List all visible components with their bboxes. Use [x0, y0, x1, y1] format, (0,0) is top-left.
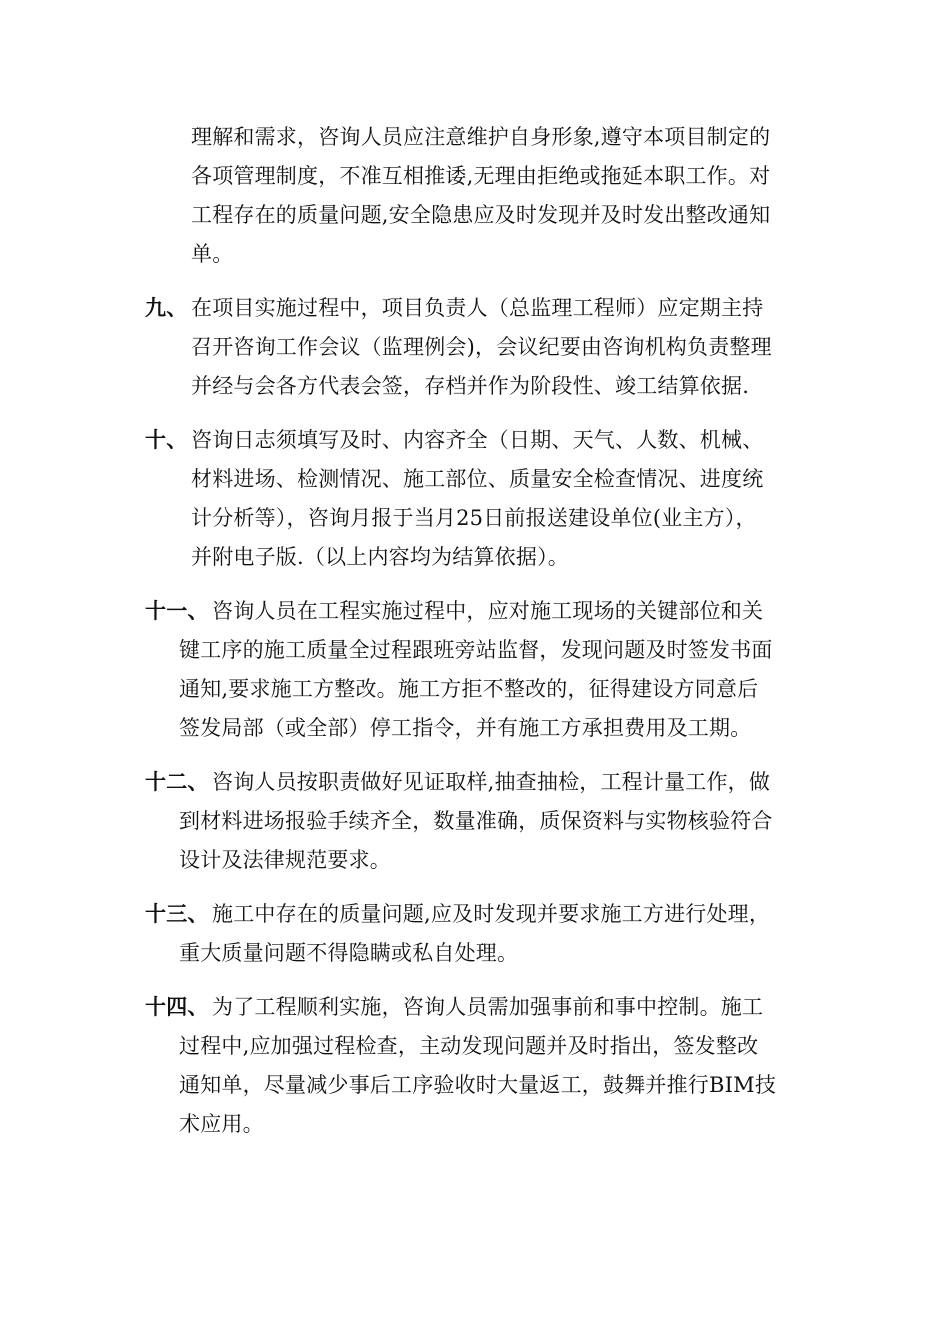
item-10-line-1: 咨询日志须填写及时、内容齐全（日期、天气、人数、机械、	[191, 428, 764, 452]
intro-line-3: 工程存在的质量问题,安全隐患应及时发现并及时发出整改通知	[191, 203, 771, 227]
item-13-line-2: 重大质量问题不得隐瞒或私自处理。	[179, 941, 519, 965]
item-number-13: 十三、	[145, 902, 209, 926]
item-number-9: 九、	[145, 296, 188, 320]
item-10-line-3: 计分析等），咨询月报于当月25日前报送建设单位(业主方），	[191, 506, 757, 530]
item-10-line-4: 并附电子版.（以上内容均为结算依据）。	[191, 545, 569, 569]
item-14-line-2: 过程中,应加强过程检查，主动发现问题并及时指出，签发整改	[179, 1034, 759, 1058]
item-12-line-3: 设计及法律规范要求。	[179, 848, 391, 872]
item-number-11: 十一、	[145, 599, 209, 623]
item-number-10: 十、	[145, 428, 188, 452]
intro-line-4: 单。	[191, 242, 234, 266]
item-9-line-1: 在项目实施过程中，项目负责人（总监理工程师）应定期主持	[191, 296, 764, 320]
item-9-line-2: 召开咨询工作会议（监理例会)，会议纪要由咨询机构负责整理	[191, 335, 772, 359]
item-12-line-2: 到材料进场报验手续齐全，数量准确，质保资料与实物核验符合	[179, 809, 773, 833]
item-10-line-2: 材料进场、检测情况、施工部位、质量安全检查情况、进度统	[191, 467, 764, 491]
intro-line-2: 各项管理制度，不准互相推诿,无理由拒绝或拖延本职工作。对	[191, 164, 771, 188]
item-14-line-1: 为了工程顺利实施，咨询人员需加强事前和事中控制。施工	[212, 995, 764, 1019]
intro-line-1: 理解和需求，咨询人员应注意维护自身形象,遵守本项目制定的	[191, 125, 771, 149]
item-11-line-3: 通知,要求施工方整改。施工方拒不整改的，征得建设方同意后	[179, 677, 759, 701]
item-11-line-2: 键工序的施工质量全过程跟班旁站监督，发现问题及时签发书面	[179, 638, 773, 662]
item-14-line-4: 术应用。	[179, 1112, 264, 1136]
item-12-line-1: 咨询人员按职责做好见证取样,抽查抽检，工程计量工作，做	[212, 770, 771, 794]
item-9-line-3: 并经与会各方代表会签，存档并作为阶段性、竣工结算依据.	[191, 374, 750, 398]
item-14-line-3: 通知单，尽量减少事后工序验收时大量返工，鼓舞并推行BIM技	[179, 1073, 777, 1097]
item-number-14: 十四、	[145, 995, 209, 1019]
item-13-line-1: 施工中存在的质量问题,应及时发现并要求施工方进行处理，	[212, 902, 771, 926]
item-number-12: 十二、	[145, 770, 209, 794]
item-11-line-1: 咨询人员在工程实施过程中，应对施工现场的关键部位和关	[212, 599, 764, 623]
item-11-line-4: 签发局部（或全部）停工指令，并有施工方承担费用及工期。	[179, 716, 752, 740]
